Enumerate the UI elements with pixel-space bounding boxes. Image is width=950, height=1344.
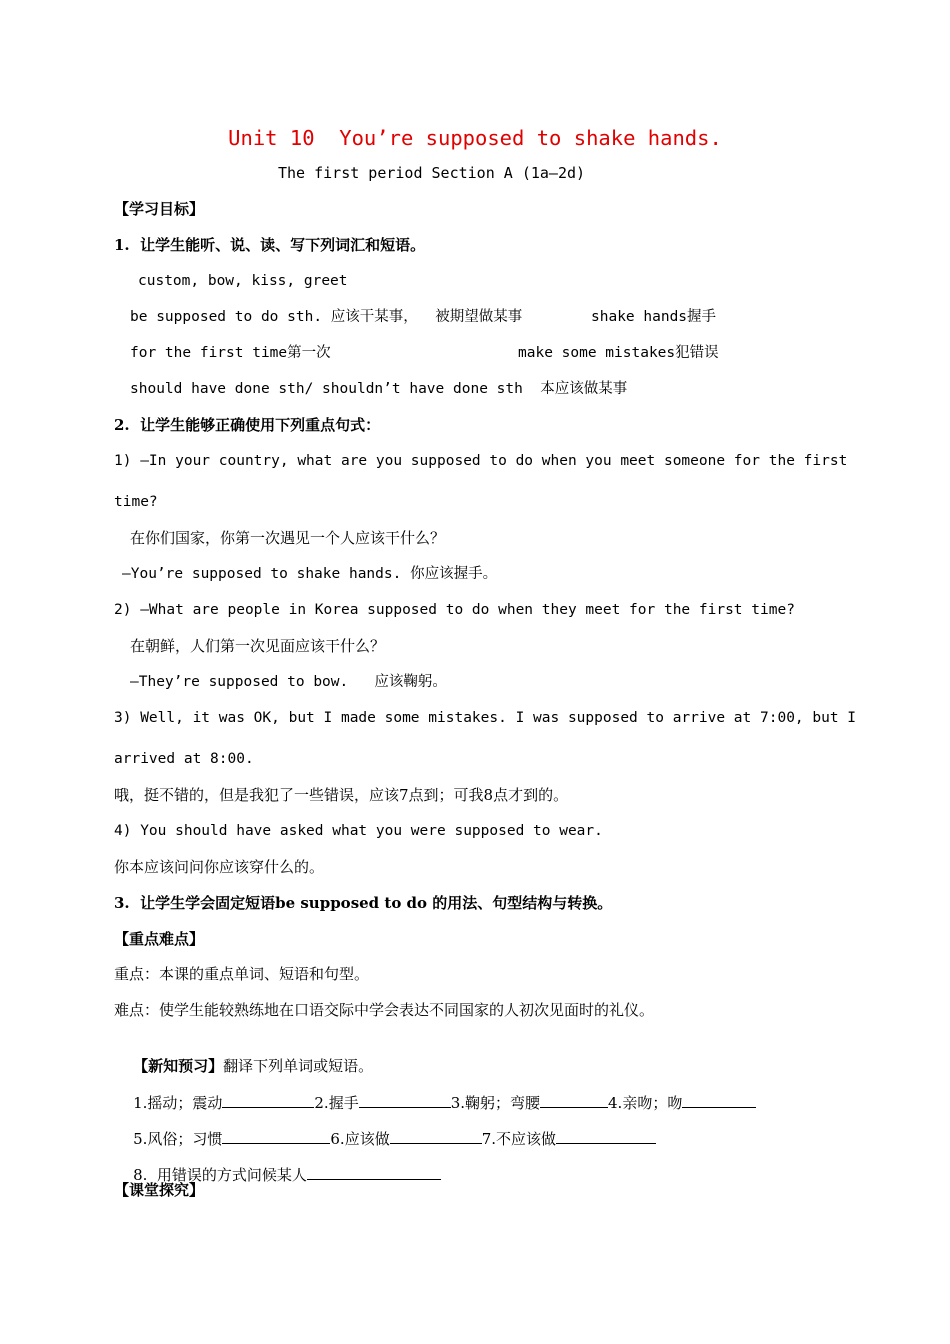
- preview-blank-6[interactable]: [390, 1128, 482, 1144]
- sentence-4-chinese: 你本应该问问你应该穿什么的。: [114, 858, 325, 876]
- goal-1-label: 1. 让学生能听、说、读、写下列词汇和短语。: [114, 236, 426, 254]
- section-heading-classroom: 【课堂探究】: [114, 1181, 205, 1199]
- preview-item-8: 8. 用错误的方式问候某人: [133, 1166, 307, 1184]
- page-subtitle: The first period Section A (1a—2d): [278, 164, 586, 182]
- goal-1-phrase-should-have: should have done sth/ shouldn’t have done sth 本应该做某事: [130, 381, 628, 397]
- preview-blank-5[interactable]: [222, 1128, 330, 1144]
- preview-blank-3[interactable]: [540, 1092, 608, 1108]
- goal-1-words: custom, bow, kiss, greet: [138, 273, 348, 289]
- preview-blank-2[interactable]: [359, 1092, 451, 1108]
- preview-blank-4[interactable]: [682, 1092, 756, 1108]
- preview-blank-7[interactable]: [556, 1128, 656, 1144]
- preview-item-5: 5.风俗；习惯: [133, 1130, 223, 1148]
- section-heading-goals: 【学习目标】: [114, 200, 205, 218]
- sentence-1-answer: —You’re supposed to shake hands. 你应该握手。: [122, 566, 498, 582]
- key-points-focus: 重点：本课的重点单词、短语和句型。: [114, 965, 370, 983]
- goal-1-phrase-mistakes: make some mistakes犯错误: [518, 345, 719, 361]
- sentence-3-english-a: 3) Well, it was OK, but I made some mistakes. I was supposed to arrive at 7:00, but I: [114, 710, 857, 726]
- preview-item-2: 2.握手: [314, 1094, 359, 1112]
- preview-item-1: 1.摇动；震动: [133, 1094, 223, 1112]
- sentence-1-english-b: time?: [114, 494, 158, 510]
- key-points-difficulty: 难点：使学生能较熟练地在口语交际中学会表达不同国家的人初次见面时的礼仪。: [114, 1001, 655, 1019]
- section-heading-key-points: 【重点难点】: [114, 930, 205, 948]
- sentence-3-english-b: arrived at 8:00.: [114, 751, 254, 767]
- sentence-4-english: 4) You should have asked what you were supposed to wear.: [114, 823, 603, 839]
- goal-1-phrase-shake-hands: shake hands握手: [591, 309, 717, 325]
- sentence-3-chinese: 哦，挺不错的，但是我犯了一些错误，应该7点到；可我8点才到的。: [114, 786, 569, 804]
- sentence-2-chinese: 在朝鲜，人们第一次见面应该干什么？: [130, 637, 386, 655]
- goal-3-label: 3. 让学生学会固定短语be supposed to do 的用法、句型结构与转换。: [114, 894, 613, 912]
- goal-2-label: 2. 让学生能够正确使用下列重点句式：: [114, 416, 381, 434]
- preview-item-6: 6.应该做: [330, 1130, 390, 1148]
- sentence-1-english-a: 1) —In your country, what are you supposed to do when you meet someone for the first: [114, 453, 848, 469]
- preview-instruction: 翻译下列单词或短语。: [223, 1057, 374, 1075]
- preview-item-3: 3.鞠躬；弯腰: [450, 1094, 541, 1112]
- preview-item-7: 7.不应该做: [481, 1130, 557, 1148]
- preview-blank-1[interactable]: [222, 1092, 314, 1108]
- preview-blank-8[interactable]: [307, 1164, 441, 1180]
- page-title: Unit 10 You’re supposed to shake hands.: [228, 126, 722, 150]
- section-heading-preview: 【新知预习】: [133, 1057, 224, 1075]
- goal-1-phrase-supposed: be supposed to do sth. 应该干某事， 被期望做某事: [130, 309, 523, 325]
- sentence-1-chinese: 在你们国家，你第一次遇见一个人应该干什么？: [130, 529, 446, 547]
- preview-item-4: 4.亲吻；吻: [608, 1094, 683, 1112]
- sentence-2-english: 2) —What are people in Korea supposed to do when they meet for the first time?: [114, 602, 795, 618]
- sentence-2-answer: —They’re supposed to bow. 应该鞠躬。: [130, 674, 447, 690]
- goal-1-phrase-first-time: for the first time第一次: [130, 345, 331, 361]
